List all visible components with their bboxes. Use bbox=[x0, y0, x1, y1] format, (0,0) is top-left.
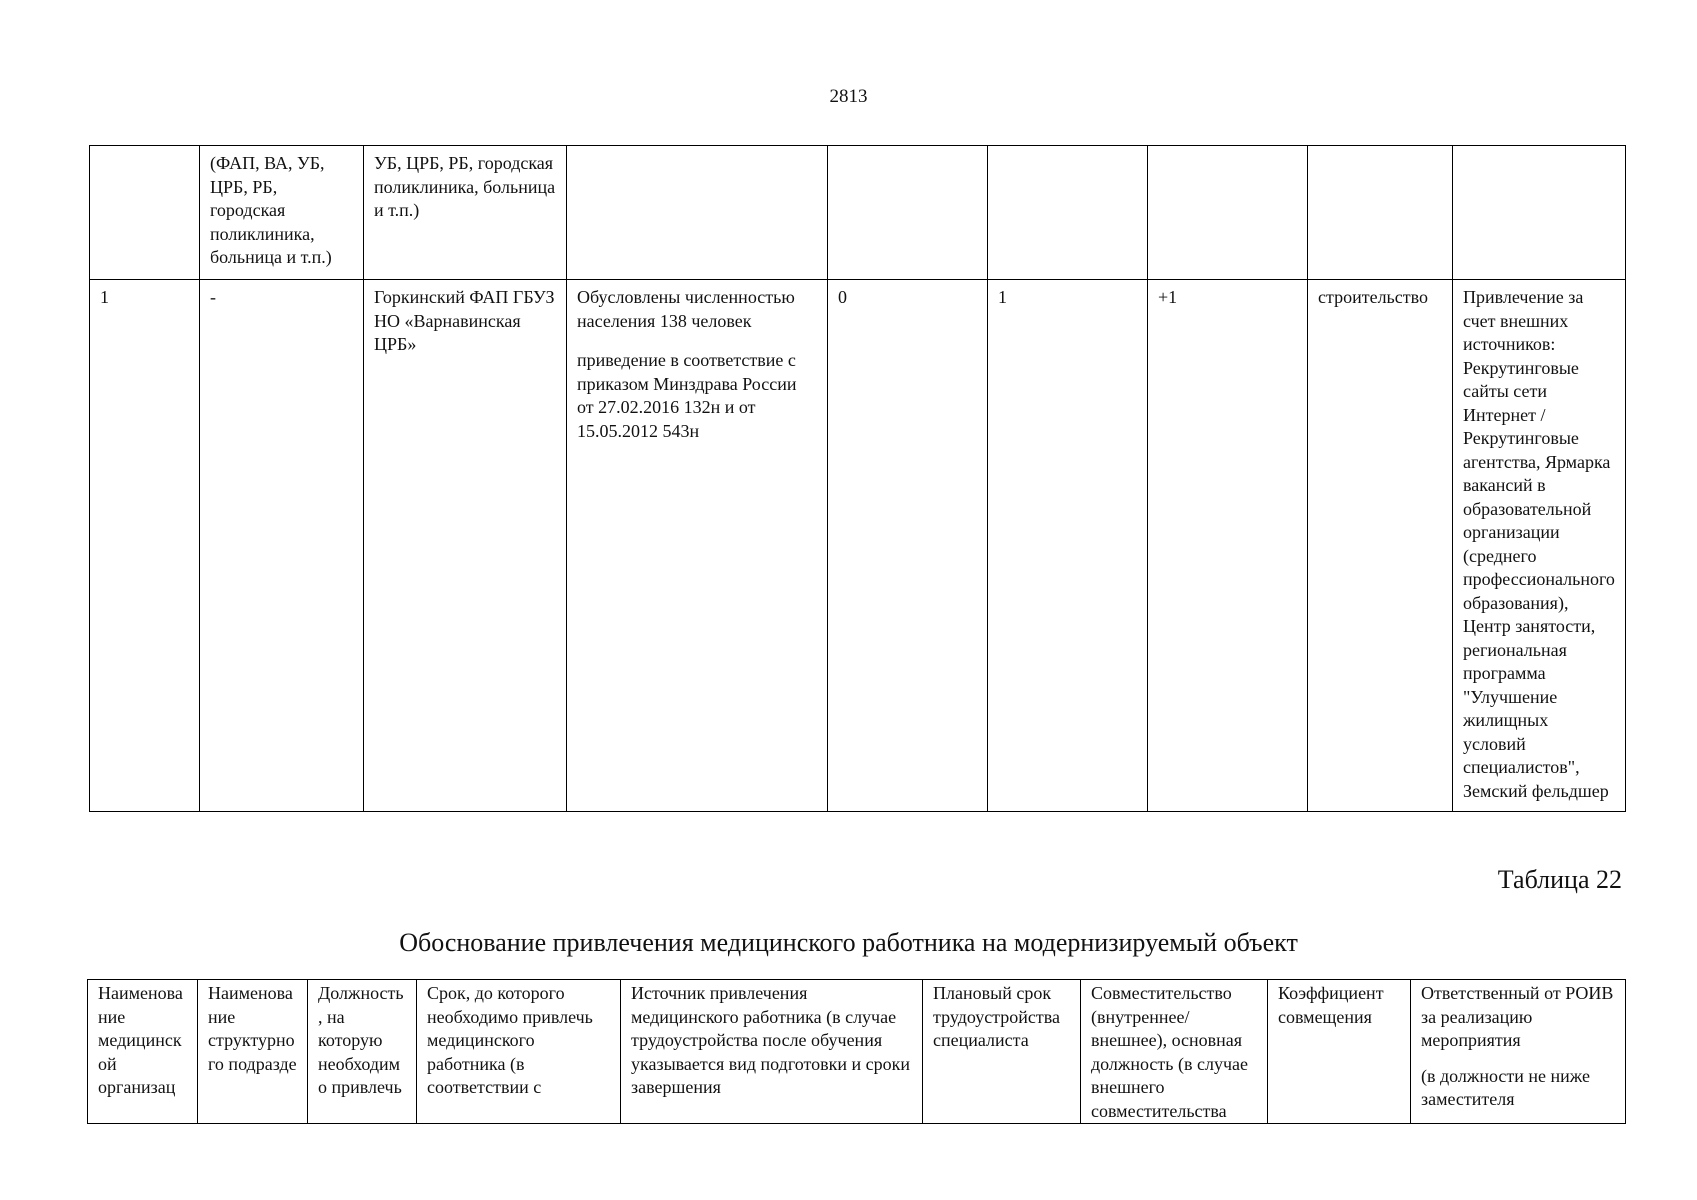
justification-text: Обусловлены численностью населения 138 человек bbox=[577, 287, 795, 331]
column-header: Коэффициент совмещения bbox=[1268, 980, 1411, 1124]
table-row bbox=[90, 280, 1626, 812]
table-cell bbox=[1148, 146, 1308, 280]
table-caption: Таблица 22 bbox=[1497, 865, 1622, 894]
column-header: Наименование медицинской организац bbox=[88, 980, 198, 1124]
table-cell bbox=[1308, 146, 1453, 280]
column-header: Должность, на которую необходимо привлечь bbox=[308, 980, 417, 1124]
column-header: Совместительство (внутреннее/внешнее), основная должность (в случае внешнего совместительства bbox=[1081, 980, 1268, 1124]
table-cell: (ФАП, ВА, УБ, ЦРБ, РБ, городская поликлиника, больница и т.п.) bbox=[200, 146, 364, 280]
facility-type: - bbox=[200, 280, 364, 812]
table-cell: УБ, ЦРБ, РБ, городская поликлиника, больница и т.п.) bbox=[364, 146, 567, 280]
column-header: Источник привлечения медицинского работника (в случае трудоустройства после обучения указывается вид подготовки и сроки завершения bbox=[621, 980, 923, 1124]
column-header: Наименование структурного подразде bbox=[198, 980, 308, 1124]
page-number: 2813 bbox=[829, 86, 868, 107]
column-header: Срок, до которого необходимо привлечь медицинского работника (в соответствии с bbox=[417, 980, 621, 1124]
table-cell bbox=[1453, 146, 1626, 280]
row-number: 1 bbox=[90, 280, 200, 812]
column-header-note: (в должности не ниже заместителя bbox=[1421, 1065, 1590, 1109]
table-cell bbox=[828, 146, 988, 280]
action-type: строительство bbox=[1308, 280, 1453, 812]
table-22 bbox=[87, 979, 1626, 1124]
facility-name: Горкинский ФАП ГБУЗ НО «Варнавинская ЦРБ» bbox=[364, 280, 567, 812]
justification-order-text: приведение в соответствие с приказом Минздрава России от 27.02.2016 132н и от 15.05.2012 543н bbox=[577, 350, 797, 441]
table-continued bbox=[89, 145, 1626, 812]
table-cell bbox=[988, 146, 1148, 280]
value-current: 0 bbox=[828, 280, 988, 812]
justification-cell bbox=[567, 280, 828, 812]
value-planned: 1 bbox=[988, 280, 1148, 812]
table-header-row bbox=[88, 980, 1626, 1124]
column-header: Плановый срок трудоустройства специалиста bbox=[923, 980, 1081, 1124]
table-cell bbox=[567, 146, 828, 280]
table-title: Обоснование привлечения медицинского работника на модернизируемый объект bbox=[399, 928, 1298, 957]
table-row bbox=[90, 146, 1626, 280]
value-change: +1 bbox=[1148, 280, 1308, 812]
recruitment-measures: Привлечение за счет внешних источников: Рекрутинговые сайты сети Интернет / Рекрутинговые агентства, Ярмарка вакансий в образовательной организации (среднего профессионального образования), Центр занятости, региональная программа "Улучшение жилищных условий специалистов", Земский фельдшер bbox=[1453, 280, 1626, 812]
column-header bbox=[1411, 980, 1626, 1124]
table-cell bbox=[90, 146, 200, 280]
column-header-text: Ответственный от РОИВ за реализацию мероприятия bbox=[1421, 983, 1614, 1050]
